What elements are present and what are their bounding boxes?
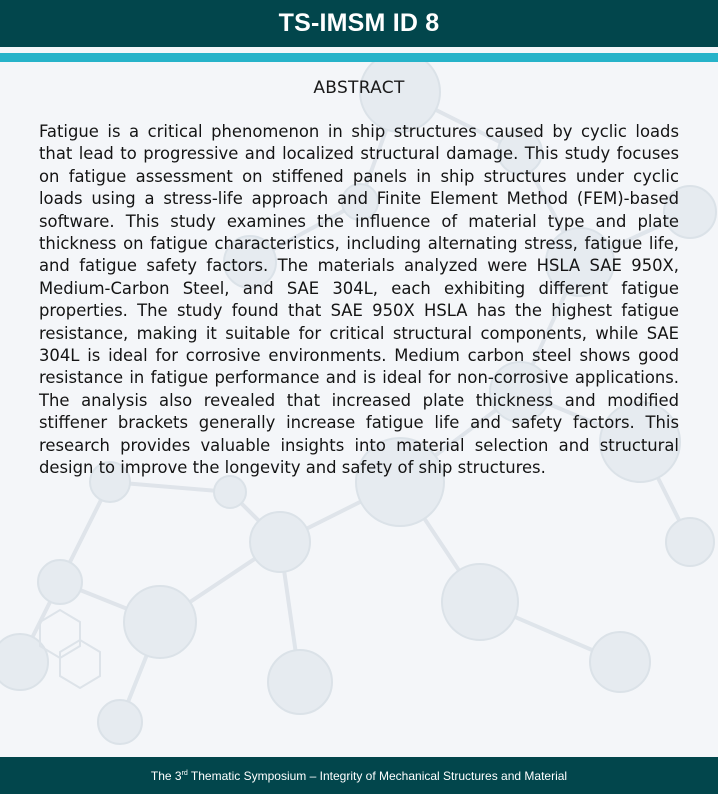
abstract-body: Fatigue is a critical phenomenon in ship structures caused by cyclic loads that lead to progressive and localized structural damage. This study focuses on fatigue assessment on stiffened panels in ship structures under cyclic loads using a stress-life approach and Finite Element Method (FEM)-based software. This study examines the influence of material type and plate thickness on fatigue characteristics, including alternating stress, fatigue life, and fatigue safety factors. The materials analyzed were HSLA SAE 950X, Medium-Carbon Steel, and SAE 304L, each exhibiting different fatigue properties. The study found that SAE 950X HSLA has the highest fatigue resistance, making it suitable for critical structural components, while SAE 304L is ideal for corrosive environments. Medium carbon steel shows good resistance in fatigue performance and is ideal for non-corrosive applications. The analysis also revealed that increased plate thickness and modified stiffener brackets generally increase fatigue life and safety factors. This research provides valuable insights into material selection and structural design to improve the longevity and safety of ship structures. bbox=[39, 122, 679, 478]
accent-stripe bbox=[0, 53, 718, 62]
document-id-title: TS-IMSM ID 8 bbox=[278, 9, 440, 37]
footer-prefix: The 3 bbox=[150, 768, 182, 783]
footer-suffix: Thematic Symposium – Integrity of Mechanical Structures and Material bbox=[187, 768, 568, 783]
title-banner bbox=[0, 0, 718, 47]
footer-ordinal: rd bbox=[181, 769, 188, 777]
abstract-heading: ABSTRACT bbox=[313, 78, 405, 98]
abstract-section bbox=[39, 62, 679, 480]
footer-banner bbox=[0, 757, 718, 794]
footer-caption bbox=[151, 769, 567, 783]
